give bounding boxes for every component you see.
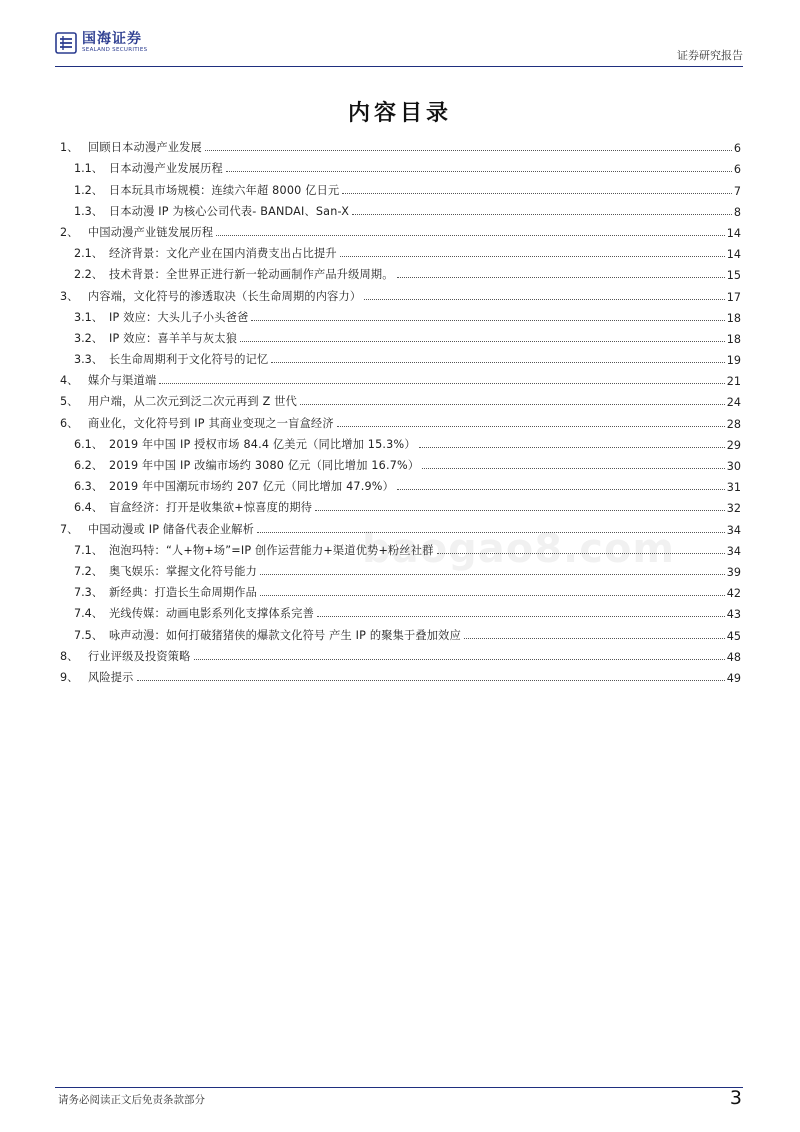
- toc-entry-page: 21: [726, 375, 741, 389]
- dot-leader: [340, 256, 725, 257]
- report-type-label: 证券研究报告: [677, 49, 743, 62]
- header-divider: [55, 66, 743, 67]
- toc-entry-page: 29: [726, 438, 741, 452]
- toc-entry-number: 6.1、: [74, 437, 103, 451]
- dot-leader: [422, 468, 724, 469]
- toc-entry-title: 日本玩具市场规模：连续六年超 8000 亿日元: [109, 183, 340, 197]
- toc-entry-number: 6.3、: [74, 480, 103, 494]
- toc-entry-number: 9、: [60, 670, 79, 684]
- toc-entry[interactable]: [60, 621, 741, 642]
- toc-entry[interactable]: [60, 600, 741, 621]
- toc-entry-title: 咏声动漫：如何打破猪猪侠的爆款文化符号 产生 IP 的聚集于叠加效应: [109, 628, 461, 642]
- dot-leader: [397, 489, 725, 490]
- toc-entry-page: 30: [726, 460, 741, 473]
- toc-entry[interactable]: [60, 304, 741, 325]
- toc-entry-number: 6、: [60, 416, 79, 430]
- toc-entry[interactable]: [60, 134, 741, 155]
- table-of-contents: [60, 134, 741, 685]
- toc-entry-number: 3.2、: [74, 331, 103, 345]
- disclaimer-note: 请务必阅读正文后免责条款部分: [58, 1094, 205, 1106]
- dot-leader: [352, 214, 732, 215]
- toc-entry-number: 6.4、: [74, 501, 103, 515]
- toc-entry-title: 中国动漫或 IP 储备代表企业解析: [88, 522, 254, 536]
- toc-entry[interactable]: [60, 367, 741, 388]
- toc-entry-page: 34: [726, 523, 741, 537]
- toc-entry-page: 28: [726, 417, 741, 431]
- toc-entry[interactable]: [60, 579, 741, 600]
- toc-entry-page: 32: [726, 502, 741, 516]
- toc-entry-number: 3、: [60, 289, 79, 303]
- toc-entry-page: 18: [726, 332, 741, 346]
- toc-entry[interactable]: [60, 346, 741, 367]
- toc-entry-page: 18: [726, 311, 741, 325]
- sealand-logo-icon: [55, 32, 77, 54]
- toc-entry-page: 34: [726, 544, 741, 558]
- toc-entry-title: 行业评级及投资策略: [88, 649, 191, 663]
- page-header: [55, 28, 743, 66]
- toc-entry[interactable]: [60, 198, 741, 219]
- toc-entry-number: 7.3、: [74, 586, 103, 600]
- toc-entry[interactable]: [60, 558, 741, 579]
- toc-entry-number: 6.2、: [74, 459, 103, 472]
- dot-leader: [216, 235, 724, 236]
- toc-entry-number: 1、: [60, 141, 79, 155]
- toc-entry-number: 2、: [60, 225, 79, 239]
- dot-leader: [226, 171, 732, 172]
- toc-entry[interactable]: [60, 409, 741, 430]
- dot-leader: [271, 362, 724, 363]
- toc-entry[interactable]: [60, 261, 741, 282]
- toc-entry-page: 6: [733, 163, 741, 177]
- toc-entry-number: 7.1、: [74, 543, 103, 557]
- toc-entry-title: 2019 年中国 IP 改编市场约 3080 亿元（同比增加 16.7%）: [109, 459, 420, 472]
- toc-entry-number: 3.3、: [74, 353, 103, 367]
- page-title: 内容目录: [347, 101, 452, 126]
- toc-entry-page: 42: [726, 587, 741, 601]
- dot-leader: [337, 426, 725, 427]
- toc-entry-number: 1.3、: [74, 204, 103, 218]
- toc-entry-title: 泡泡玛特：“人+物+场”=IP 创作运营能力+渠道优势+粉丝社群: [109, 543, 434, 557]
- toc-entry-title: 奥飞娱乐：掌握文化符号能力: [109, 564, 258, 578]
- toc-entry-number: 7、: [60, 522, 79, 536]
- toc-entry-title: 日本动漫 IP 为核心公司代表- BANDAI、San-X: [109, 204, 350, 218]
- toc-entry-title: 回顾日本动漫产业发展: [88, 141, 202, 155]
- dot-leader: [205, 150, 732, 151]
- toc-entry[interactable]: [60, 431, 741, 452]
- toc-entry[interactable]: [60, 219, 741, 240]
- dot-leader: [159, 383, 724, 384]
- toc-entry[interactable]: [60, 176, 741, 197]
- toc-entry-title: 商业化，文化符号到 IP 其商业变现之一盲盒经济: [88, 416, 334, 430]
- toc-entry-number: 7.2、: [74, 564, 103, 578]
- toc-entry-number: 5、: [60, 395, 79, 409]
- toc-entry-title: 盲盒经济：打开是收集欲+惊喜度的期待: [109, 501, 313, 515]
- toc-entry-title: 2019 年中国潮玩市场约 207 亿元（同比增加 47.9%）: [109, 480, 394, 494]
- toc-entry[interactable]: [60, 452, 741, 473]
- toc-entry-title: 光线传媒：动画电影系列化支撑体系完善: [109, 607, 314, 621]
- toc-entry-page: 14: [726, 226, 741, 240]
- toc-entry[interactable]: [60, 473, 741, 494]
- dot-leader: [315, 510, 725, 511]
- dot-leader: [260, 574, 725, 575]
- toc-entry-page: 8: [733, 205, 741, 219]
- toc-entry[interactable]: [60, 515, 741, 536]
- toc-entry-page: 24: [726, 396, 741, 410]
- toc-entry-number: 2.2、: [74, 268, 103, 282]
- dot-leader: [240, 341, 725, 342]
- toc-entry-title: 风险提示: [88, 670, 134, 684]
- toc-entry-title: IP 效应：大头儿子小头爸爸: [109, 310, 249, 324]
- page-number: 3: [729, 1087, 742, 1109]
- toc-entry[interactable]: [60, 388, 741, 409]
- toc-entry[interactable]: [60, 494, 741, 515]
- dot-leader: [194, 659, 725, 660]
- brand-name-cn: 国海证券: [82, 31, 142, 47]
- toc-entry-title: 媒介与渠道端: [88, 374, 157, 388]
- toc-entry-number: 2.1、: [74, 247, 103, 261]
- toc-entry-page: 48: [726, 650, 741, 664]
- dot-leader: [437, 553, 725, 554]
- dot-leader: [419, 447, 725, 448]
- toc-entry-page: 17: [726, 290, 741, 304]
- toc-entry-number: 1.2、: [74, 183, 103, 197]
- toc-entry-title: 用户端，从二次元到泛二次元再到 Z 世代: [88, 395, 297, 409]
- dot-leader: [300, 404, 725, 405]
- toc-entry-page: 43: [726, 608, 741, 622]
- toc-entry-title: 内容端，文化符号的渗透取决（长生命周期的内容力）: [88, 289, 362, 303]
- footer-divider: [55, 1087, 743, 1088]
- toc-entry-page: 45: [726, 629, 741, 643]
- toc-entry-number: 7.4、: [74, 607, 103, 621]
- watermark: baogao8.com: [362, 526, 676, 572]
- toc-entry-page: 31: [726, 481, 741, 495]
- toc-entry[interactable]: [60, 325, 741, 346]
- toc-entry-title: IP 效应：喜羊羊与灰太狼: [109, 331, 238, 345]
- toc-entry-title: 经济背景：文化产业在国内消费支出占比提升: [109, 247, 337, 261]
- toc-entry-page: 49: [726, 671, 741, 685]
- dot-leader: [342, 193, 732, 194]
- brand-name-en: SEALAND SECURITIES: [82, 47, 148, 53]
- dot-leader: [464, 638, 725, 639]
- toc-entry-title: 新经典：打造长生命周期作品: [109, 586, 258, 600]
- toc-entry-title: 2019 年中国 IP 授权市场 84.4 亿美元（同比增加 15.3%）: [109, 437, 416, 451]
- toc-entry[interactable]: [60, 537, 741, 558]
- toc-entry-page: 7: [733, 184, 741, 198]
- toc-entry-title: 日本动漫产业发展历程: [109, 162, 223, 176]
- toc-entry-page: 14: [726, 248, 741, 262]
- toc-entry-page: 6: [733, 142, 741, 156]
- toc-entry-title: 中国动漫产业链发展历程: [88, 225, 214, 239]
- dot-leader: [260, 595, 725, 596]
- toc-entry[interactable]: [60, 643, 741, 664]
- toc-entry-number: 1.1、: [74, 162, 103, 176]
- dot-leader: [251, 320, 724, 321]
- toc-entry[interactable]: [60, 282, 741, 303]
- dot-leader: [364, 299, 724, 300]
- toc-entry-title: 长生命周期利于文化符号的记忆: [109, 353, 269, 367]
- dot-leader: [137, 680, 725, 681]
- toc-entry[interactable]: [60, 664, 741, 685]
- dot-leader: [257, 532, 725, 533]
- dot-leader: [397, 277, 725, 278]
- toc-entry-page: 19: [726, 354, 741, 368]
- toc-entry-title: 技术背景：全世界正进行新一轮动画制作产品升级周期。: [109, 268, 394, 282]
- toc-entry[interactable]: [60, 240, 741, 261]
- toc-entry[interactable]: [60, 155, 741, 176]
- toc-entry-page: 39: [726, 565, 741, 579]
- toc-entry-number: 3.1、: [74, 310, 103, 324]
- company-logo: [55, 32, 147, 54]
- toc-entry-number: 8、: [60, 649, 79, 663]
- dot-leader: [317, 616, 725, 617]
- toc-entry-number: 7.5、: [74, 628, 103, 642]
- toc-entry-number: 4、: [60, 374, 79, 388]
- toc-entry-page: 15: [726, 269, 741, 283]
